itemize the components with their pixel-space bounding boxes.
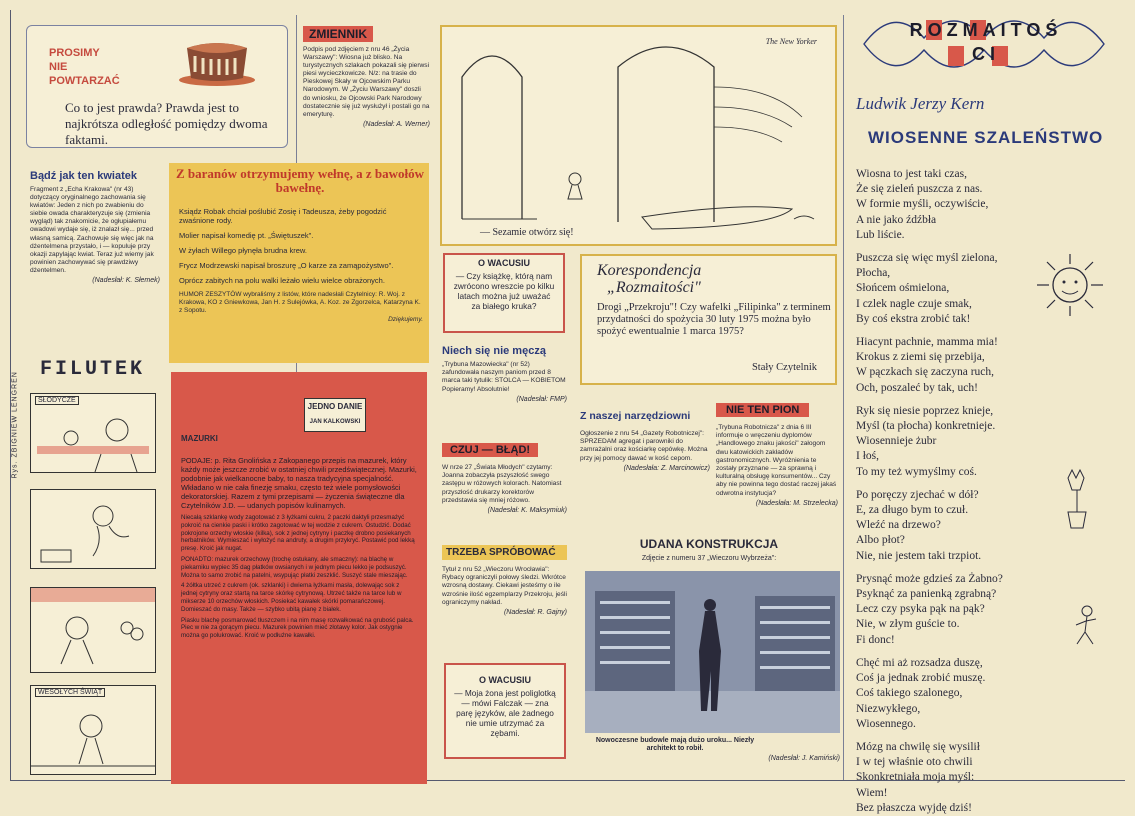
poem-stanza: Wiosna to jest taki czas, Że się zieleń puszcza z nas. W formie myśli, oczywiście, A nie jako źdźbła Lub liście. (856, 168, 989, 241)
niech-credit: (Nadesłał: FMP) (516, 395, 567, 403)
baranow-item: W żyłach Willego płynęła brudna krew. (179, 246, 307, 255)
comic-panel (30, 489, 156, 569)
trzeba-title: TRZEBA SPRÓBOWAĆ (442, 545, 567, 560)
konstrukcja-subtitle: Zdjęcie z numeru 37 „Wieczoru Wybrzeża": (641, 555, 777, 562)
czuj-article (442, 440, 567, 515)
filutek-comic-strip (30, 393, 158, 781)
konstrukcja-photo (585, 571, 840, 733)
cake-illustration (177, 30, 257, 88)
narzedziownia-credit: (Nadesłała: Z. Marcinowicz) (623, 464, 710, 472)
comic-panel (30, 587, 156, 673)
czuj-title: CZUJ — BŁĄD! (442, 443, 538, 457)
baranow-item: Frycz Modrzewski napisał broszurę „O karze za zamąpożystwo". (179, 261, 394, 270)
column-divider-right (843, 15, 844, 780)
poem-stanza: Chęć mi aż rozsadza duszę, Coś ja jednak zrobić muszę. Coś takiego szalonego, Niezwykłego, Wiosennego. (856, 656, 986, 730)
pion-body: „Trybuna Robotnicza" z dnia 6 III informuje o wręczeniu dyplomów „Handlowego znaku jakości" załogom dwu katowickich zakładów gastronomicznych. Wyróżnienia te zostały przyznane — za sprawną i kulturalną obsługę konsumentów... Czy aby nie powinna tego dostać raczej jakaś odwrotna instytucja? (716, 424, 837, 497)
pion-credit: (Nadesłała: M. Strzelecka) (755, 499, 838, 507)
rozmaitosci-logo-text: ROZMAITOŚCI (909, 20, 1063, 64)
mazurki-paragraph: Niecałą szklankę wody zagotować z 3 łyżkami cukru, 2 paczki daktyli przesmażyć pokroić na cienkie paski i krótko zagotować w tej wodzie z cukrem. Ostudzić. Dodać pokrojone orzechy włoskie (kilka), sok z jednej cytryny i paczkę drobno posiekanych herbatników. Wymieszać i wyłożyć na andruty, a drugim przykryć. Postawić pod lekką presę. Kroić jak nugat. (181, 514, 415, 553)
poem-stanza: Puszcza się więc myśl zielona, Płocha, Słońcem ośmielona, I czlek nagle czuje smak, By coś ekstra zrobić tak! (856, 252, 998, 325)
wacusiu-box-1 (443, 253, 565, 333)
prosimy-heading: PROSIMY NIE POWTARZAĆ (49, 47, 120, 87)
kwiatek-body: Fragment z „Echa Krakowa" (nr 43) dotyczący oryginalnego zachowania się kwiatów: Jeden z nich po zwabieniu do siebie owada charakteryzuje się (zmienia wygląd) tak znakomicie, że ogłupiałemu owadowi wydaje się, iż znalazł się... przed własną samicą. Zachowuje się więc jak na dżentelmena przystało, i — kopuluje przy okazji zapylając kwiat. Teraz już wiemy jak powinien zachowywać się prawdziwy dżentelmen. (30, 186, 154, 274)
mazurki-paragraph: Piasku blachę posmarować tłuszczem i na nim masę rozwałkować na grubość palca. Piec w nie za gorącym piecu. Mazurek powinien mieć złotawy kolor. Jak ostygnie można go polukrować. Kroić w podłużne kawałki. (181, 616, 414, 640)
kwiatek-credit: (Nadesłał: K. Słemek) (92, 277, 160, 285)
cartoon-caption: — Sezamie otwórz się! (480, 227, 574, 238)
baranow-title: Z baranów otrzymujemy wełnę, a z bawołów bawełnę. (175, 166, 425, 195)
zmiennik-article (303, 25, 430, 129)
mazurki-paragraph: PONADTO: mazurek orzechowy (trochę ostukany, ale smaczny): na blachę w piekarniku wypiec 35 dag płatków owsianych i w jednym piecu lekko je podsuszyć. Można to samo zrobić na patelni, wsypując płatki zeszklić. Suszyć stale mieszając. (181, 555, 408, 579)
comic-panel (30, 393, 156, 473)
baranow-list (179, 207, 423, 324)
sun-doodle-icon (1025, 250, 1115, 320)
trzeba-article (442, 545, 567, 617)
niech-body: „Trybuna Mazowiecka" (nr 52) zafundowała naszym paniom przed 8 marca taki tytulik: STOLCA — KOBIETOM Popieramy! Absolutnie! (442, 361, 566, 393)
zmiennik-title: ZMIENNIK (303, 26, 373, 42)
jedno-danie-badge (304, 398, 366, 432)
tulip-doodle-icon (1062, 462, 1092, 532)
pion-title: NIE TEN PION (716, 403, 809, 417)
baranow-item: Ksiądz Robak chciał poślubić Zosię i Tadeusza, żeby pogodzić zwaśnione rody. (179, 207, 387, 225)
baranow-thanks: Dziękujemy. (388, 316, 423, 323)
wacusiu-box-2 (444, 663, 566, 759)
konstrukcja-footer (585, 737, 840, 763)
illustrator-credit: Rys. ZBIGNIEW LENGREN (11, 371, 19, 479)
czuj-credit: (Nadesłał: K. Maksymiuk) (487, 507, 567, 515)
filutek-title: FILUTEK (40, 358, 146, 381)
badge-title: JEDNO DANIE (307, 402, 363, 411)
baranow-box (169, 163, 429, 363)
baranow-item: Molier napisał komedię pt. „Świętuszek". (179, 231, 314, 240)
prosimy-box (26, 25, 288, 148)
trzeba-credit: (Nadesłał: R. Gajny) (503, 609, 567, 617)
comic-caption: WESOŁYCH ŚWIĄT (35, 688, 105, 697)
niech-title: Niech się nie męczą (442, 345, 546, 357)
korespondencja-title: Korespondencja „Rozmaitości" (597, 262, 702, 296)
wacusiu-text: — Czy książkę, którą nam zwrócono wreszcie po kilku latach można już uważać za białego kruka? (453, 271, 555, 311)
prosimy-text: Co to jest prawda? Prawda jest to najkrótsza odległość pomiędzy dwoma faktami. (65, 100, 268, 147)
rozmaitosci-logo (858, 8, 1113, 80)
korespondencja-body: Drogi „Przekroju"! Czy wafelki „Filipinka" z terminem przydatności do spożycia 30 luty 1975 można było spożyć ewentualnie 1 marca 1975? (597, 302, 831, 337)
nie-ten-pion-article (716, 400, 838, 508)
baranow-item: Oprócz zabitych na polu walki leżało wielu wielce obrażonych. (179, 276, 385, 285)
mazurki-intro: PODAJE: p. Rita Gnolińska z Zakopanego przepis na mazurek, który każdy może jeszcze zrobić w ostatniej chwili przedświątecznej. Mazurki, podobnie jak wielkanocne baby, to nasza tradycyjna specjalność. Wkładano w nie cała finezję smaku, często też wiele pomysłowości dekoratorskiej. Razem z tymi przepisami — życzenia świąteczne dla Czytelników J.D. — udanych popisów kulinarnych. (181, 456, 417, 510)
niech-article (442, 345, 567, 404)
konstrukcja-title: UDANA KONSTRUKCJA (639, 537, 779, 551)
poem-stanza: Mózg na chwilę się wysilił I w tej właśnie oto chwili Skonkretniała moja myśl: Wiem! Bez płaszcza wyjdę dziś! (856, 740, 980, 814)
trzeba-body: Tytuł z nru 52 „Wieczoru Wrocławia": Rybacy ograniczyli połowy śledzi. Wkrótce wzrosną dostawy. Ciekawi jesteśmy o ile wzrośnie ilość egzemplarzy Przekroju, jeśli ograniczymy nakład. (442, 566, 567, 606)
wacusiu-title: O WACUSIU (478, 675, 531, 685)
mazurki-title: MAZURKI (181, 434, 218, 443)
poem-author: Ludwik Jerzy Kern (856, 94, 985, 113)
wacusiu-text: — Moja żona jest poliglotką — mówi Falczak — zna parę języków, ale żadnego nie umie utrzymać za zębami. (454, 688, 556, 738)
kwiatek-article (30, 170, 160, 285)
kwiatek-title: Bądź jak ten kwiatek (30, 170, 137, 182)
poem-title: WIOSENNE SZALEŃSTWO (868, 128, 1104, 147)
poem-stanza: Ryk się niesie poprzez knieje, Myśl (ta płocha) konkretnieje. Wiosennieje żubr I łoś, To my też wymyślmy coś. (856, 404, 996, 478)
konstrukcja-caption: Nowoczesne budowle mają dużo uroku... Niezły architekt to robił. (595, 737, 755, 752)
poem-stanza: Hiacynt pachnie, mamma mia! Krokus z ziemi się przebija, W pączkach się zaczyna ruch, Och, poszaleć by tak, uch! (856, 336, 998, 394)
mazurki-box (171, 372, 427, 784)
czuj-body: W nrze 27 „Świata Młodych" czytamy: Joanna zobaczyła pszyszłość swego zastępu w różowych kolorach. Natomiast przyszłość drukarzy korektorów przedstawia się mniej różowo. (442, 464, 562, 504)
zmiennik-credit: (Nadesłał: A. Werner) (363, 120, 430, 128)
comic-caption: SŁODYCZE (35, 396, 79, 405)
narzedziownia-body: Ogłoszenie z nru 54 „Gazety Robotniczej": SPRZEDAM agregat i parowniki do zamrażalni oraz kościarkę cepówkę. Można przy jej pomocy dawać w kość cepom. (580, 430, 708, 462)
new-yorker-cartoon (440, 25, 837, 246)
mazurki-body (181, 456, 417, 640)
narzedziownia-article (580, 410, 710, 473)
poem-stanza: Prysnąć może gdzieś za Żabno? Psyknąć za panienką zgrabną? Lecz czy psyka pąk na pąk? Nie, w złym guście to. Fi donc! (856, 572, 1003, 646)
zmiennik-body: Podpis pod zdjęciem z nru 46 „Życia Warszawy": Wiosna już blisko. Na turystycznych szlakach pokazali się pierwsi piesi wycieczkowicze. N/z: na trasie do Pieskowej Skały w Ojcowskim Parku Narodowym. W „Życiu Warszawy" doszli do wniosku, że Ojcowski Park Narodowy dostatecznie się już wysłużył i postali go na emeryturę. (303, 46, 430, 118)
konstrukcja-credit: (Nadesłał: J. Kamiński) (768, 755, 840, 762)
cartoon-source: The New Yorker (765, 37, 817, 46)
badge-author: JAN KALKOWSKI (309, 419, 361, 425)
cartoon-drawing (442, 27, 835, 244)
poem-stanza: Po poręczy zjechać w dół? E, za długo bym to czuł. Wleźć na drzewo? Albo płot? Nie, nie jestem taki trzpiot. (856, 488, 982, 562)
korespondencja-signature: Stały Czytelnik (751, 362, 817, 373)
baranow-footer: HUMOR ZESZYTÓW wybraliśmy z listów, które nadesłali Czytelnicy: R. Woj. z Krakowa, KO z Gniewkowa, Jan H. z Sulejówka, A. Koz. ze Zgorzelca, Katarzyna K. z Sopotu. (179, 291, 421, 314)
runner-doodle-icon (1065, 603, 1105, 653)
narzedziownia-title: Z naszej narzędziowni (580, 410, 691, 422)
korespondencja-box (580, 254, 837, 385)
konstrukcja-article (578, 537, 840, 563)
wacusiu-title: O WACUSIU (477, 258, 530, 268)
comic-panel (30, 685, 156, 775)
mazurki-paragraph: 4 żółtka utrzeć z cukrem (ok. szklanki) i dwiema łyżkami masła, dolewając sok z jednej cytryny oraz startą na tarce skórkę cytrynową. Utrzeć także na tarce lub w mikserze 10 orzechów włoskich. Posiekać kawałek skórki pomarańczowej. Domieszać do masy. Także — szybko ubitą pianę z białek. (181, 582, 402, 613)
